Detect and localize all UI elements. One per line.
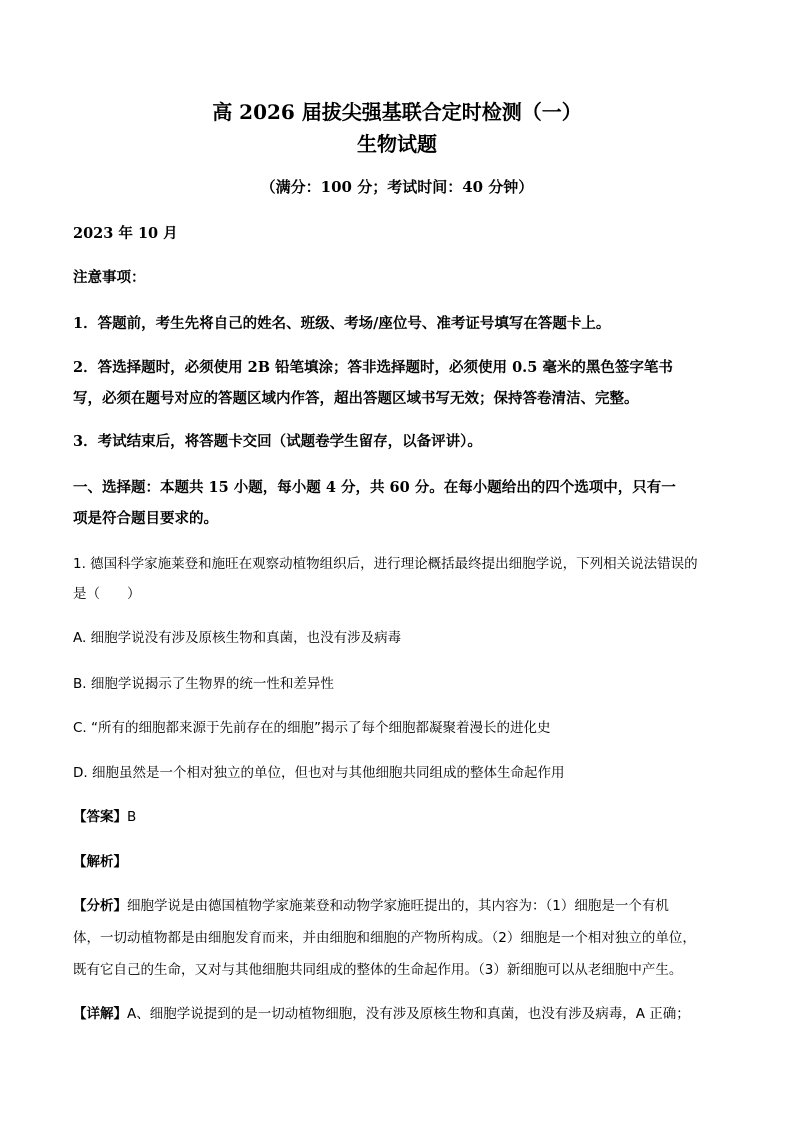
notice-heading: 注意事项： [73,269,146,286]
fenxi-line3: 既有它自己的生命，又对与其他细胞共同组成的整体的生命起作用。（3）新细胞可以从老细胞中产生。 [73,962,683,978]
option-d: D. 细胞虽然是一个相对独立的单位，但也对与其他细胞共同组成的整体生命起作用 [73,765,565,781]
notice-item-1: 1．答题前，考生先将自己的姓名、班级、考场/座位号、准考证号填写在答题卡上。 [73,315,611,332]
option-b: B. 细胞学说揭示了生物界的统一性和差异性 [73,676,334,692]
section-heading-line1: 一、选择题：本题共 15 小题，每小题 4 分，共 60 分。在每小题给出的四个选项中，只有一 [73,479,676,496]
xiangjie-tag: 【详解】 [73,1006,127,1022]
subject-title: 生物试题 [357,132,437,156]
option-a: A. 细胞学说没有涉及原核生物和真菌，也没有涉及病毒 [73,630,402,646]
question-stem-line1: 1. 德国科学家施莱登和施旺在观察动植物组织后，进行理论概括最终提出细胞学说，下列相关说法错误的 [73,556,698,572]
exam-date: 2023 年 10 月 [73,225,178,242]
section-heading-line2: 项是符合题目要求的。 [73,510,218,527]
analysis-tag: 【解析】 [73,854,127,870]
notice-item-3: 3．考试结束后，将答题卡交回（试题卷学生留存，以备评讲）。 [73,433,482,450]
answer-line [73,805,724,825]
notice-item-2-cont: 写，必须在题号对应的答题区域内作答，超出答题区域书写无效；保持答卷清洁、完整。 [73,390,639,407]
option-c: C. “所有的细胞都来源于先前存在的细胞”揭示了每个细胞都凝聚着漫长的进化史 [73,720,551,736]
xiangjie-line1 [73,1002,724,1022]
fenxi-line2: 体，一切动植物都是由细胞发育而来，并由细胞和细胞的产物所构成。（2）细胞是一个相对独立的单位， [73,930,696,946]
fenxi-line1 [73,894,724,914]
score-time-info: （满分：100 分；考试时间：40 分钟） [260,178,534,196]
question-stem-line2: 是（ ） [73,586,141,602]
exam-title: 高 2026 届拔尖强基联合定时检测（一） [212,100,582,124]
answer-tag: 【答案】 [73,809,127,825]
xiangjie-text-1: A、细胞学说提到的是一切动植物细胞，没有涉及原核生物和真菌，也没有涉及病毒，A 正确； [127,1006,690,1022]
fenxi-tag: 【分析】 [73,898,127,914]
analysis-heading [73,850,724,870]
notice-item-2: 2．答选择题时，必须使用 2B 铅笔填涂；答非选择题时，必须使用 0.5 毫米的黑色签字笔书 [73,359,673,376]
answer-value: B [127,809,137,825]
fenxi-text-1: 细胞学说是由德国植物学家施莱登和动物学家施旺提出的，其内容为：（1）细胞是一个有机 [127,898,669,914]
